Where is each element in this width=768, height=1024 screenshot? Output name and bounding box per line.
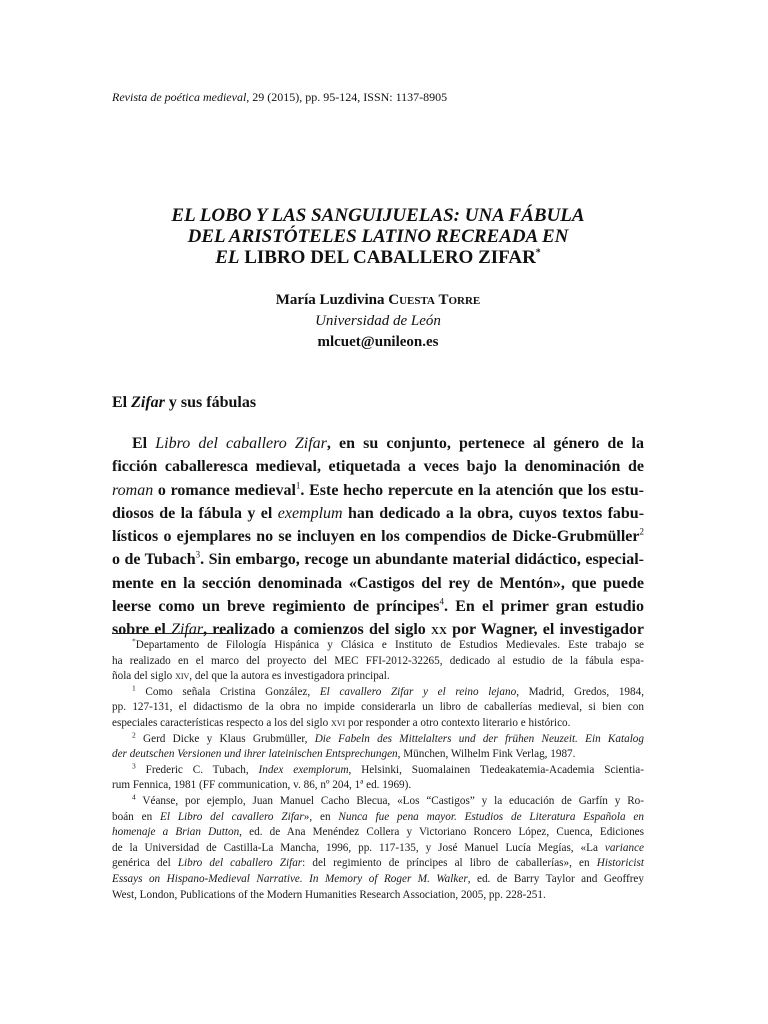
footnote-3: $^3$ Frederic C. Tubach, Index exemplorum, Helsinki, Suomalainen Tiedeakatemia-Academia Scientia- rum Fennica, 1981 (FF communication, v. 86, nº 204, 1ª ed. 1969).: [112, 761, 644, 792]
title-line-1: EL LOBO Y LAS SANGUIJUELAS: UNA FÁBULA: [171, 205, 585, 226]
author-surname: Cuesta Torre: [388, 292, 481, 308]
section-heading-post: y sus fábulas: [168, 394, 257, 411]
footnote-4: $^4$ Véanse, por ejemplo, Juan Manuel Cacho Blecua, «Los “Castigos” y la educación de Garfín y Ro- boán en El Libro del cavallero Zifar», en Nunca fue pena mayor. Estudios de Literatura Española en homenaje a Brian Dutton, ed. de Ana Menéndez Collera y Victoriano Roncero López, Cuenca, Ediciones de la Universidad de Castilla-La Mancha, 1996, pp. 117-135, y José Manuel Lucía Megías, «La variance genérica del Libro del caballero Zifar: del regimiento de príncipes al libro de caballerías», en Historicist Essays on Hispano-Medieval Narrative. In Memory of Roger M. Walker, ed. de Barry Taylor and Geoffrey West, London, Publications of the Modern Humanities Research Association, 2005, pp. 228-251.: [112, 792, 645, 901]
journal-header: [112, 90, 447, 105]
author-block: [112, 290, 644, 353]
journal-name: Revista de poética medieval,: [112, 90, 250, 104]
journal-details: 29 (2015), pp. 95-124, ISSN: 1137-8905: [252, 90, 448, 104]
author-institution: Universidad de León: [315, 313, 441, 329]
body-line: sobre el Zifar, realizado a comienzos del siglo xx por Wagner, el investigador: [112, 621, 645, 639]
footnotes: [112, 638, 644, 903]
body-line: leerse como un breve regimiento de príncipes$^4$. En el primer gran estudio: [112, 596, 645, 616]
body-line: roman o romance medieval$^1$. Este hecho repercute en la atención que los estu-: [112, 480, 645, 499]
footnote-1: $^1$ Como señala Cristina González, El cavallero Zifar y el reino lejano, Madrid, Gredos, 1984, pp. 127-131, el didactismo de la obra no impide considerarla un libro de caballerías medieval, si bien con especiales características respecto a los del siglo xvi por responder a otro contexto literario e histórico.: [112, 683, 645, 729]
body-line: mente en la sección denominada «Castigos del rey de Mentón», que puede: [112, 574, 644, 592]
section-heading: [112, 394, 256, 412]
section-heading-italic: Zifar: [131, 394, 165, 411]
article-title: [112, 205, 644, 268]
body-line: lísticos o ejemplares no se incluyen en los compendios de Dicke-Grubmüller$^2$: [112, 526, 644, 546]
footnote-2: $^2$ Gerd Dicke y Klaus Grubmüller, Die Fabeln des Mittelalters und der frühen Neuzeit. Ein Katalog der deutschen Versionen und ihrer lateinischen Entsprechungen, München, Wilhelm Fink Verlag, 1987.: [112, 729, 644, 761]
title-line-3-italic: EL: [215, 247, 240, 268]
body-line: o de Tubach$^3$. Sin embargo, recoge un abundante material didáctico, especial-: [112, 550, 645, 569]
footnote-separator: [112, 633, 230, 634]
author-given-name: María Luzdivina: [275, 292, 385, 308]
title-footnote-mark: *: [535, 247, 541, 259]
body-line: El Libro del caballero Zifar, en su conjunto, pertenece al género de la: [132, 435, 644, 452]
title-line-3: LIBRO DEL CABALLERO ZIFAR: [239, 247, 536, 268]
footnote-star: *Departamento de Filología Hispánica y Clásica e Instituto de Estudios Medievales. Este trabajo se ha realizado en el marco del proyecto del MEC FFI-2012-32265, dedicado al estudio de la fábula espa- ñola del siglo xiv, del que la autora es investigadora principal.: [112, 636, 644, 683]
body-line: ficción caballeresca medieval, etiquetada a veces bajo la denominación de: [112, 458, 644, 476]
section-heading-pre: El: [112, 394, 128, 411]
body-paragraph: [112, 432, 644, 642]
title-line-2: DEL ARISTÓTELES LATINO RECREADA EN: [187, 226, 569, 247]
author-email: mlcuet@unileon.es: [317, 334, 439, 350]
body-line: diosos de la fábula y el exemplum han dedicado a la obra, cuyos textos fabu-: [112, 504, 645, 522]
